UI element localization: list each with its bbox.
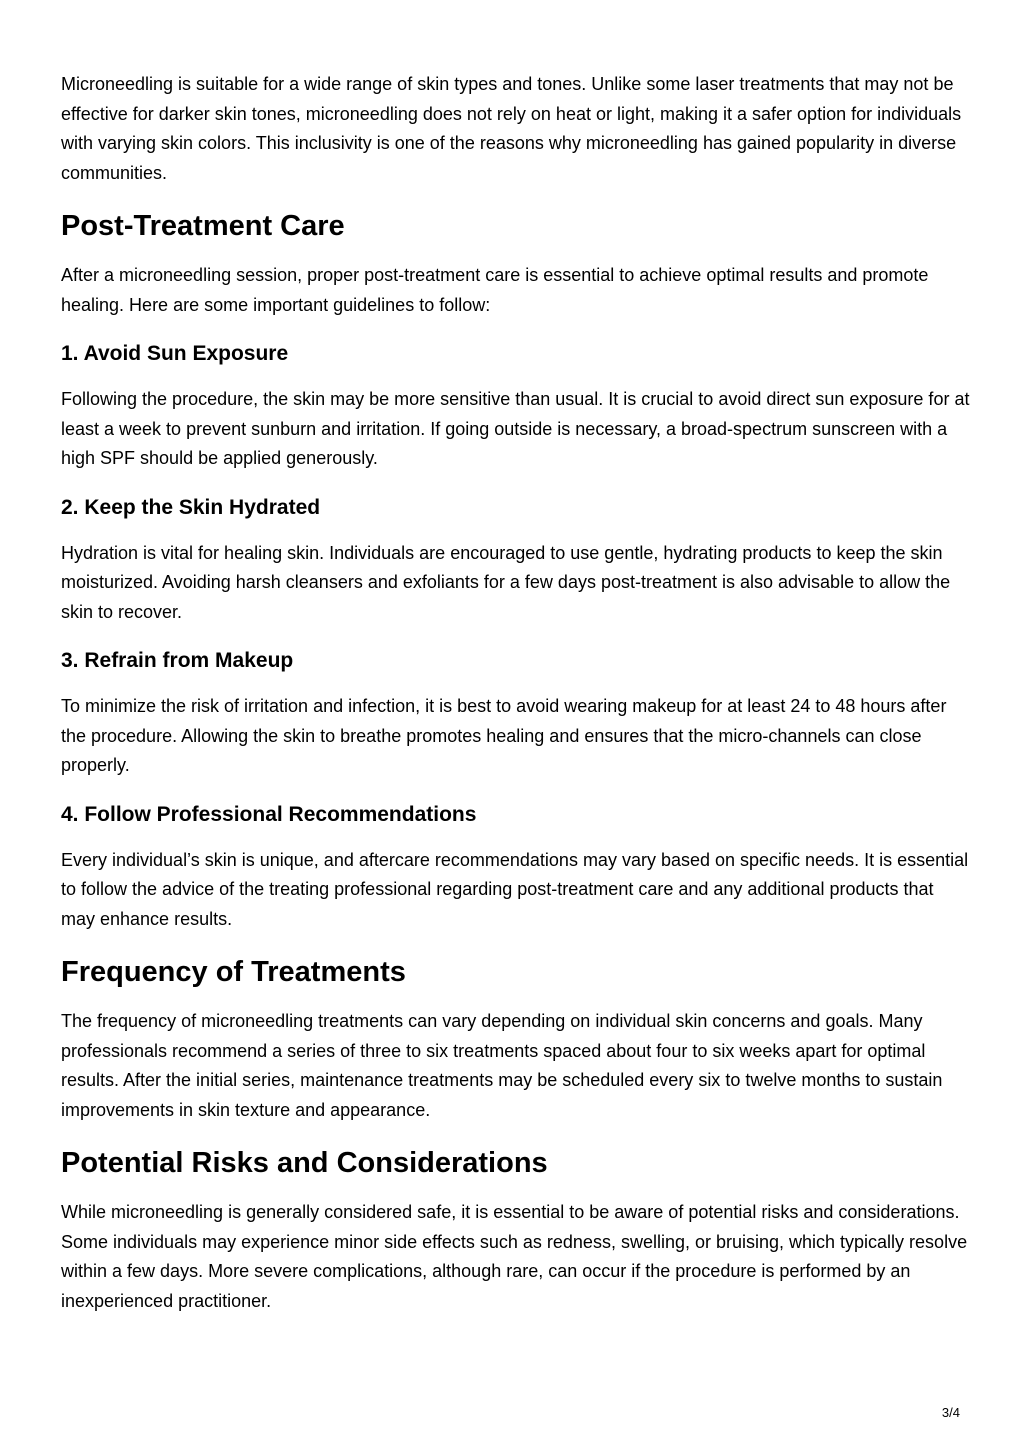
intro-paragraph: Microneedling is suitable for a wide range of skin types and tones. Unlike some laser treatments that may not be effective for darker skin tones, microneedling does not rely on heat or light, making it a safer option for individuals with varying skin colors. This inclusivity is one of the reasons why microneedling has gained popularity in diverse communities. <box>61 74 962 183</box>
frequency-paragraph: The frequency of microneedling treatments can vary depending on individual skin concerns and goals. Many professionals recommend a series of three to six treatments spaced about four to six weeks apart for optimal results. After the initial series, maintenance treatments may be scheduled every six to twelve months to sustain improvements in skin texture and appearance. <box>61 1011 943 1120</box>
page-number: 3/4 <box>941 1405 960 1420</box>
frequency-heading: Frequency of Treatments <box>61 956 406 988</box>
guideline-heading-professional: 4. Follow Professional Recommendations <box>61 802 477 826</box>
risks-paragraph: While microneedling is generally considered safe, it is essential to be aware of potential risks and considerations. Some individuals may experience minor side effects such as redness, swelling, or bruising, which typically resolve within a few days. More severe complications, although rare, can occur if the procedure is performed by an inexperienced practitioner. <box>61 1202 968 1311</box>
guideline-text-hydration: Hydration is vital for healing skin. Individuals are encouraged to use gentle, hydrating products to keep the skin moisturized. Avoiding harsh cleansers and exfoliants for a few days post-treatment is also advisable to allow the skin to recover. <box>61 542 951 622</box>
risks-heading: Potential Risks and Considerations <box>61 1147 548 1179</box>
guideline-text-sun: Following the procedure, the skin may be more sensitive than usual. It is crucial to avoid direct sun exposure for at least a week to prevent sunburn and irritation. If going outside is necessary, a broad-spectrum sunscreen with a high SPF should be applied generously. <box>61 389 970 468</box>
guideline-heading-makeup: 3. Refrain from Makeup <box>61 649 294 672</box>
guideline-heading-hydration: 2. Keep the Skin Hydrated <box>61 495 321 519</box>
post-treatment-heading: Post-Treatment Care <box>61 210 345 242</box>
guideline-text-professional: Every individual’s skin is unique, and aftercare recommendations may vary based on specific needs. It is essential to follow the advice of the treating professional regarding post-treatment care and any additional products that may enhance results. <box>61 849 969 929</box>
guideline-heading-sun: 1. Avoid Sun Exposure <box>61 342 289 365</box>
document-page <box>61 70 971 1316</box>
post-treatment-intro: After a microneedling session, proper post-treatment care is essential to achieve optimal results and promote healing. Here are some important guidelines to follow: <box>61 265 929 315</box>
guideline-text-makeup: To minimize the risk of irritation and infection, it is best to avoid wearing makeup for at least 24 to 48 hours after the procedure. Allowing the skin to breathe promotes healing and ensures that the micro-channels can close properly. <box>61 696 947 775</box>
